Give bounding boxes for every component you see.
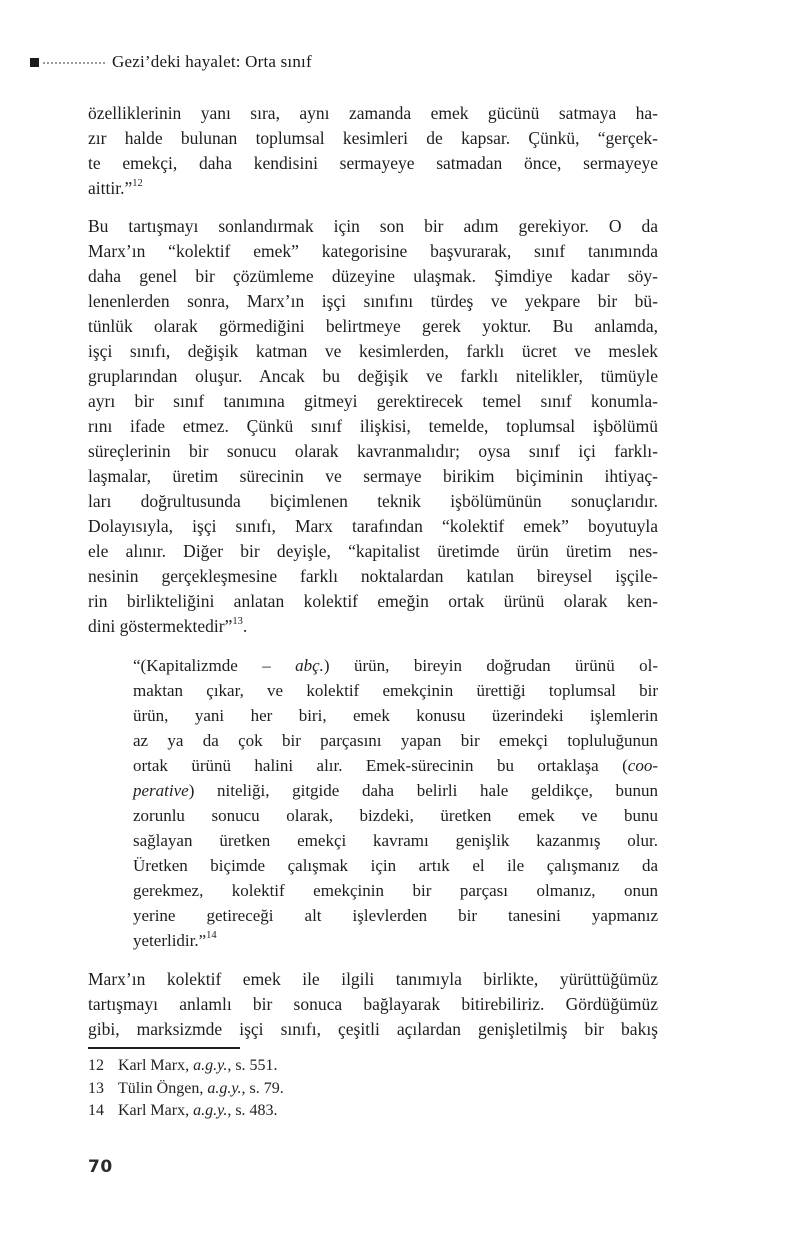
text-segment: gerekmez, kolektif emekçinin bir parçası olmanız, onun — [133, 881, 658, 900]
text-line — [133, 778, 658, 803]
text-line — [133, 753, 658, 778]
text-segment: lenenlerden sonra, Marx’ın işçi sınıfını türdeş ve yekpare bir bü- — [88, 291, 658, 311]
header-square-icon — [30, 58, 39, 67]
footnote-reference: 14 — [206, 930, 217, 942]
text-line — [88, 239, 658, 264]
italic-text: coo- — [627, 756, 658, 775]
text-segment: ürün, yani her biri, emek konusu üzerindeki işlemlerin — [133, 706, 658, 725]
text-line — [88, 1017, 658, 1042]
footnote-line — [88, 1055, 658, 1078]
italic-text: a.g.y. — [193, 1102, 228, 1119]
text-line — [88, 514, 658, 539]
text-line — [88, 264, 658, 289]
text-line — [88, 289, 658, 314]
text-segment: rını ifade etmez. Çünkü sınıf ilişkisi, temelde, toplumsal işbölümü — [88, 416, 658, 436]
text-segment: maktan çıkar, ve kolektif emekçinin ürettiği toplumsal bir — [133, 681, 658, 700]
text-segment: , s. 551. — [227, 1057, 278, 1074]
italic-text: a.g.y. — [193, 1057, 228, 1074]
text-segment: Marx’ın “kolektif emek” kategorisine başvurarak, sınıf tanımında — [88, 241, 658, 261]
text-line — [133, 928, 658, 953]
text-segment: Tülin Öngen, — [118, 1079, 208, 1097]
text-line — [133, 728, 658, 753]
header-dotted-leader — [43, 62, 105, 64]
text-line — [88, 992, 658, 1017]
text-segment: laşmalar, üretim sürecinin ve sermaye birikim biçiminin ihtiyaç- — [88, 466, 658, 486]
text-segment: az ya da çok bir parçasını yapan bir emekçi topluluğunun — [133, 731, 658, 750]
text-line — [133, 828, 658, 853]
text-segment: Marx’ın kolektif emek ile ilgili tanımıyla birlikte, yürüttüğümüz — [88, 969, 658, 989]
text-line — [133, 803, 658, 828]
text-segment: te emekçi, daha kendisini sermayeye satmadan önce, sermayeye — [88, 153, 658, 173]
text-segment: ortak ürünü halini alır. Emek-sürecinin bu ortaklaşa ( — [133, 756, 628, 775]
paragraph — [88, 101, 658, 201]
text-segment: ) ürün, bireyin doğrudan ürünü ol- — [323, 656, 658, 675]
text-segment: , s. 79. — [241, 1079, 284, 1097]
paragraph — [88, 967, 658, 1042]
text-segment: “(Kapitalizmde – — [133, 656, 296, 675]
text-segment: tünlük olarak görmediğini belirtmeye gerek yoktur. Bu anlamda, — [88, 316, 658, 336]
footnotes — [88, 1055, 658, 1123]
text-segment: süreçlerinin bir sonucu olarak kavranmalıdır; oysa sınıf içi farklı- — [88, 441, 658, 461]
text-line — [133, 653, 658, 678]
text-segment: Üretken biçimde çalışmak için artık el ile çalışmanız da — [133, 856, 658, 875]
text-line — [88, 414, 658, 439]
running-header-title: Gezi’deki hayalet: Orta sınıf — [112, 52, 312, 71]
text-line — [88, 339, 658, 364]
text-segment: Karl Marx, — [118, 1102, 194, 1119]
paragraph — [88, 214, 658, 639]
text-segment: Dolayısıyla, işçi sınıfı, Marx tarafından “kolektif emek” boyutuyla — [88, 516, 658, 536]
text-segment: ) niteliği, gitgide daha belirli hale geldikçe, bunun — [188, 781, 658, 800]
italic-text: perative — [133, 781, 189, 800]
text-line — [88, 464, 658, 489]
text-segment: özelliklerinin yanı sıra, aynı zamanda emek gücünü satmaya ha- — [88, 103, 658, 123]
text-line — [88, 967, 658, 992]
text-line — [88, 439, 658, 464]
text-line — [133, 703, 658, 728]
footnote-reference: 12 — [132, 178, 143, 190]
footnote-number: 12 — [88, 1057, 104, 1074]
text-segment: zorunlu sonucu olarak, bizdeki, üretken emek ve bunu — [133, 806, 658, 825]
text-segment: tartışmayı anlamlı bir sonuca bağlayarak bitirebiliriz. Gördüğümüz — [88, 994, 658, 1014]
text-line — [88, 389, 658, 414]
text-segment: , s. 483. — [227, 1102, 278, 1119]
footnote-line — [88, 1078, 658, 1101]
text-line — [133, 903, 658, 928]
text-line — [88, 364, 658, 389]
text-segment: . — [242, 616, 248, 636]
running-header — [30, 51, 312, 73]
text-segment: daha genel bir çözümleme düzeyine ulaşmak. Şimdiye kadar söy- — [88, 266, 658, 286]
footnote-number: 13 — [88, 1079, 104, 1097]
text-line — [88, 101, 658, 126]
block-quote — [133, 653, 658, 953]
text-segment: dini göstermektedir” — [88, 616, 233, 636]
footnote-line — [88, 1100, 658, 1123]
text-segment: yerine getireceği alt işlevlerden bir tanesini yapmanız — [133, 906, 658, 925]
text-segment: gruplarından oluşur. Ancak bu değişik ve farklı nitelikler, tümüyle — [88, 366, 658, 386]
text-line — [88, 151, 658, 176]
text-segment: rin birlikteliğini anlatan kolektif emeğin ortak ürünü olarak ken- — [88, 591, 658, 611]
text-line — [88, 126, 658, 151]
text-line — [88, 176, 658, 201]
text-line — [88, 539, 658, 564]
footnote-separator — [88, 1047, 240, 1049]
footnote-reference: 13 — [232, 616, 243, 628]
text-line — [133, 853, 658, 878]
footnote-number: 14 — [88, 1102, 104, 1119]
text-segment: işçi sınıfı, değişik katman ve kesimlerden, farklı ücret ve meslek — [88, 341, 658, 361]
text-line — [133, 878, 658, 903]
text-segment: Bu tartışmayı sonlandırmak için son bir adım gerekiyor. O da — [88, 216, 658, 236]
text-segment: ları doğrultusunda biçimlenen teknik işbölümünün sonuçlarıdır. — [88, 491, 658, 511]
text-line — [88, 489, 658, 514]
text-line — [133, 678, 658, 703]
text-segment: gibi, marksizmde işçi sınıfı, çeşitli açılardan genişletilmiş bir bakış — [88, 1019, 658, 1039]
text-segment: ele alınır. Diğer bir deyişle, “kapitalist üretimde ürün üretim nes- — [88, 541, 658, 561]
text-segment: nesinin gerçekleşmesine farklı noktalardan katılan bireysel işçile- — [88, 566, 658, 586]
page-number: 70 — [88, 1157, 113, 1177]
text-segment: aittir.” — [88, 178, 133, 198]
text-line — [88, 564, 658, 589]
text-segment: zır halde bulunan toplumsal kesimleri de kapsar. Çünkü, “gerçek- — [88, 128, 658, 148]
italic-text: abç. — [295, 656, 324, 675]
text-line — [88, 589, 658, 614]
text-segment: sağlayan üretken emekçi kavramı genişlik kazanmış olur. — [133, 831, 658, 850]
text-line — [88, 614, 658, 639]
text-segment: yeterlidir.” — [133, 931, 207, 950]
text-line — [88, 314, 658, 339]
text-segment: ayrı bir sınıf tanımına gitmeyi gerektirecek temel sınıf konumla- — [88, 391, 658, 411]
text-body — [88, 101, 658, 1042]
text-segment: Karl Marx, — [118, 1057, 194, 1074]
text-line — [88, 214, 658, 239]
italic-text: a.g.y. — [207, 1079, 242, 1097]
